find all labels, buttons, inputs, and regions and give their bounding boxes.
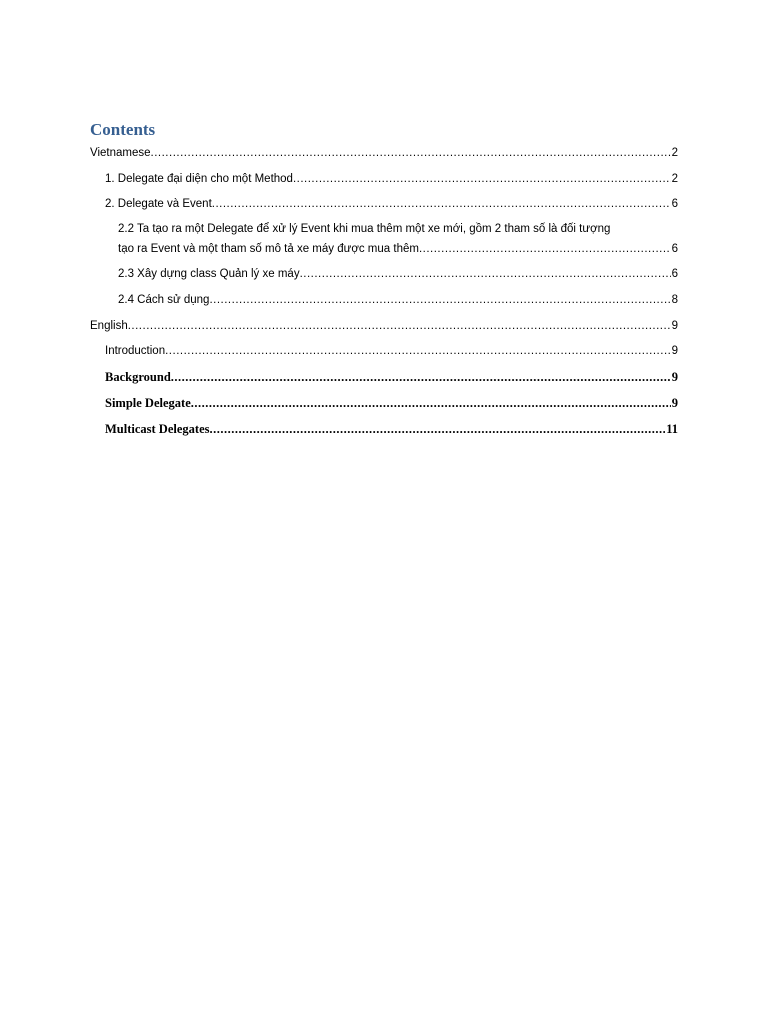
toc-leader [293,171,671,187]
toc-page-number: 6 [671,243,678,255]
toc-entry-delegate-method[interactable] [105,171,678,187]
toc-page-number: 9 [671,345,678,357]
toc-entry-label-line1: 2.2 Ta tạo ra một Delegate để xử lý Event khi mua thêm một xe mới, gồm 2 tham số là đối tượng [118,223,611,235]
toc-leader [128,318,671,334]
toc-entry-label: 2.4 Cách sử dụng [118,294,210,306]
toc-entry-label: Introduction [105,345,166,357]
toc-entry-2-4[interactable] [118,292,678,308]
toc-title: Contents [90,120,156,139]
toc-entry-label: English [90,320,128,332]
toc-entry-line2 [118,239,678,259]
toc-entry-vietnamese[interactable] [90,145,678,161]
toc-leader [300,266,671,282]
toc-leader [151,145,671,161]
toc-page-number: 9 [671,320,678,332]
toc-entry-label: Multicast Delegates [105,422,210,436]
toc-entry-delegate-event[interactable] [105,196,678,212]
toc-leader [191,395,671,411]
toc-entry-label: Background [105,370,171,384]
toc-entry-background[interactable] [105,369,678,385]
toc-page-number: 2 [671,147,678,159]
toc-entry-label: 2. Delegate và Event [105,198,212,210]
toc-page-number: 9 [671,370,678,384]
toc-leader [209,292,670,308]
toc-entry-multicast-delegates[interactable] [105,421,678,437]
toc-leader [419,239,671,259]
toc-entry-simple-delegate[interactable] [105,395,678,411]
toc-page-number: 6 [671,198,678,210]
toc-page-number: 8 [671,294,678,306]
toc-page-number: 2 [671,173,678,185]
toc-leader [171,369,671,385]
toc-entry-label: 1. Delegate đại diện cho một Method [105,173,293,185]
toc-leader [209,421,665,437]
toc-leader [165,343,670,359]
toc-entry-label-line2: tạo ra Event và một tham số mô tả xe máy được mua thêm [118,243,419,255]
toc-entry-2-3[interactable] [118,266,678,282]
toc-page-number: 11 [666,422,678,436]
toc-entry-label: Vietnamese [90,147,151,159]
toc-entry-label: 2.3 Xây dựng class Quản lý xe máy [118,268,300,280]
toc-leader [212,196,671,212]
toc-entry-2-2[interactable] [118,219,678,259]
toc-entry-introduction[interactable] [105,343,678,359]
toc-page-number: 6 [671,268,678,280]
toc-entry-english[interactable] [90,318,678,334]
toc-page-number: 9 [671,396,678,410]
toc-entry-label: Simple Delegate [105,396,191,410]
